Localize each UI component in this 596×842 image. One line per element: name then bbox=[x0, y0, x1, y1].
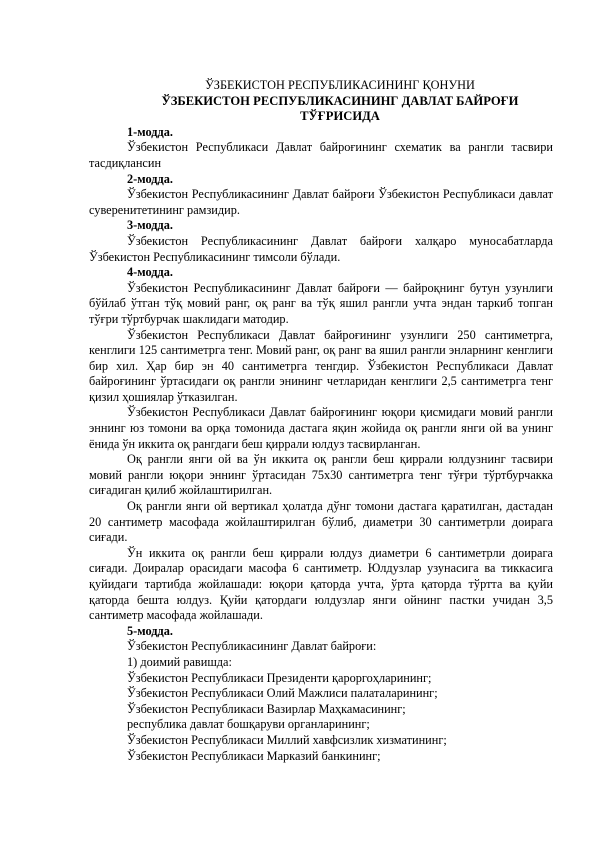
article-2-text: Ўзбекистон Республикасининг Давлат байроғи Ўзбекистон Республикаси давлат суверенитетининг рамзидир. bbox=[89, 187, 553, 217]
article-2-title: 2-модда. bbox=[127, 171, 173, 186]
article-5-text: Ўзбекистон Республикасининг Давлат байроғи: bbox=[127, 639, 377, 654]
article-3-text: Ўзбекистон Республикасининг Давлат байроғи халқаро муносабатларда Ўзбекистон Республикасининг тимсоли бўлади. bbox=[89, 233, 553, 264]
list-item: Ўзбекистон Республикаси Марказий банкининг; bbox=[127, 748, 381, 763]
article-4-paragraph: Оқ рангли янги ой ва ўн иккита оқ рангли беш қиррали юлдузнинг тасвири мовий рангли юқори эннинг ўртасидан 75x30 сантиметрга тенг тўғри тўртбурчакка сиғадиган қилиб жойлаштирилган. bbox=[89, 452, 553, 498]
law-title-line1: ЎЗБЕКИСТОН РЕСПУБЛИКАСИНИНГ ДАВЛАТ БАЙРОҒИ bbox=[161, 93, 519, 108]
article-1-title: 1-модда. bbox=[127, 124, 173, 139]
article-3-title: 3-модда. bbox=[127, 218, 173, 233]
list-item: Ўзбекистон Республикаси Миллий хавфсизлик хизматининг; bbox=[127, 732, 447, 747]
list-item: 1) доимий равишда: bbox=[127, 654, 232, 669]
list-item: Ўзбекистон Республикаси Олий Мажлиси палаталарининг; bbox=[127, 686, 438, 701]
article-4-paragraph: Ўн иккита оқ рангли беш қиррали юлдуз диаметри 6 сантиметрли доирага сиғади. Доиралар орасидаги масофа 6 сантиметр. Юлдузлар узунасига ва тиккасига қуйидаги тартибда жойлашади: юқори қаторда учта, ўрта қаторда тўртта ва қуйи қаторда бешта юлдуз. Қуйи қатордаги юлдузлар янги ойнинг пастки учидан 3,5 сантиметр масофада жойлашади. bbox=[89, 545, 553, 623]
article-4-paragraph: Ўзбекистон Республикаси Давлат байроғининг юқори қисмидаги мовий рангли эннинг юз томони ва орқа томонида дастага яқин жойида оқ рангли янги ой ва унинг ёнида ўн иккита оқ рангдаги беш қиррали юлдуз тасвирланган. bbox=[89, 405, 553, 451]
article-4-title: 4-модда. bbox=[127, 265, 173, 280]
list-item: Ўзбекистон Республикаси Президенти қароргоҳларининг; bbox=[127, 670, 432, 685]
article-1-text: Ўзбекистон Республикаси Давлат байроғининг схематик ва рангли тасвири тасдиқлансин bbox=[89, 140, 553, 170]
list-item: Ўзбекистон Республикаси Вазирлар Маҳкамасининг; bbox=[127, 701, 406, 716]
document-body bbox=[89, 78, 553, 764]
article-4-paragraph: Ўзбекистон Республикасининг Давлат байроғи — байроқнинг бутун узунлиги бўйлаб ўтган тўқ мовий ранг, оқ ранг ва тўқ яшил рангли учта эндан таркиб топган тўғри тўртбурчак шаклидаги матодир. bbox=[89, 280, 553, 326]
law-heading: ЎЗБЕКИСТОН РЕСПУБЛИКАСИНИНГ ҚОНУНИ bbox=[205, 78, 475, 92]
article-4-paragraph: Ўзбекистон Республикаси Давлат байроғининг узунлиги 250 сантиметрга, кенглиги 125 сантиметрга тенг. Мовий ранг, оқ ранг ва яшил рангли энларнинг кенглиги бир хил. Ҳар бир эн 40 сантиметрга тенгдир. Ўзбекистон Республикаси Давлат байроғининг ўртасидаги оқ рангли энининг четларидан кенглиги 2,5 сантиметрга тенг қизил ҳошиялар ўтказилган. bbox=[89, 327, 553, 404]
law-title-line2: ТЎҒРИСИДА bbox=[300, 109, 380, 124]
article-4-paragraph: Оқ рангли янги ой вертикал ҳолатда дўнг томони дастага қаратилган, дастадан 20 сантиметр масофада жойлаштирилган бўлиб, диаметри 30 сантиметрли доирага сиғади. bbox=[89, 499, 553, 545]
article-5-title: 5-модда. bbox=[127, 623, 173, 638]
list-item: республика давлат бошқаруви органларининг; bbox=[127, 717, 370, 732]
